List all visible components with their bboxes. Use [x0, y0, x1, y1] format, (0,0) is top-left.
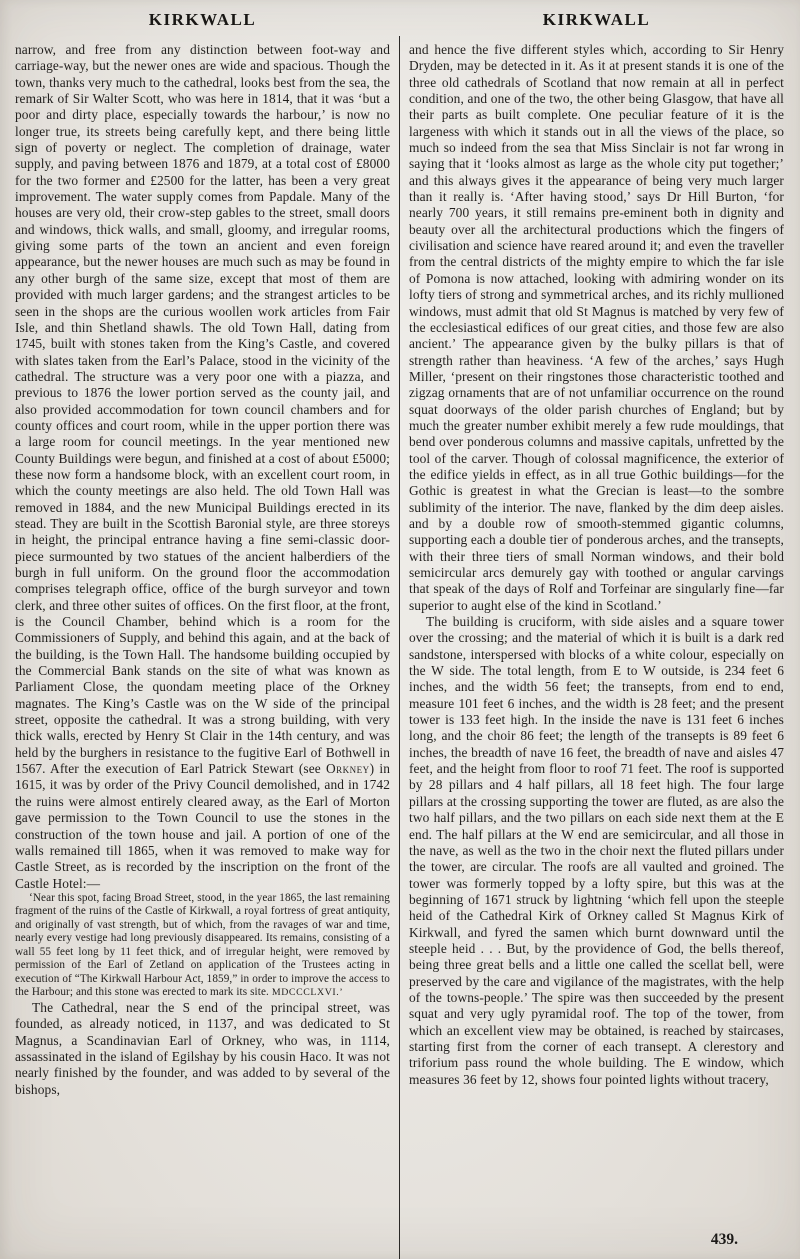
left-paragraph-part2: ) in 1615, it was by order of the Privy Council demolished, and in 1742 the ruins were almost entirely cleared away, as the Earl of Morton gave permission to the Town Council to use the stones in the construction of the town house and jail. A portion of one of the walls remained till 1865, when it was removed to make way for Castle Street, as is recorded by the inscription on the front of the Castle Hotel:—	[15, 761, 390, 891]
left-column-running-header: KIRKWALL	[148, 10, 257, 29]
page-number: 439.	[710, 1231, 738, 1248]
inscription-text: ‘Near this spot, facing Broad Street, stood, in the year 1865, the last remaining fragment of the ruins of the Castle of Kirkwall, a royal fortress of great antiquity, and originally of vast strength, but of which, from the ravages of war and time, nearly every vestige had long previously disappeared. Its remains, consisting of a wall 55 feet long by 11 feet thick, and of irregular height, were removed by permission of the Earl of Zetland on application of the Trustees acting in execution of “The Kirkwall Harbour Act, 1859,” in order to improve the access to the Harbour; and this stone was erected to mark its site.	[15, 891, 390, 999]
column-divider-rule	[399, 36, 400, 1259]
left-paragraph-town-description	[15, 42, 390, 892]
left-paragraph-part1: narrow, and free from any distinction between foot-way and carriage-way, but the newer ones are wide and spacious. Though the town, thanks very much to the cathedral, looks best from the sea, the remark of Sir Walter Scott, who was here in 1814, that it was ‘but a poor and dirty place, especially towards the harbour,’ is now no longer true, its streets being carefully kept, and there being little sign of poverty or neglect. The completion of drainage, water supply, and paving between 1876 and 1879, at a total cost of £8000 for the two former and £2500 for the latter, has been a very great improvement. The water supply comes from Papdale. Many of the houses are very old, their crow-step gables to the street, small doors and windows, thick walls, and small, gloomy, and irregular rooms, giving some parts of the town an ancient and even foreign appearance, but the newer houses are much such as may be found in any other burgh of the same size, except that most of them are provided with much larger gardens; and the strangest articles to be seen in the shops are the curious woollen work articles from Fair Isle, and thin Shetland shawls. The old Town Hall, dating from 1745, built with stones taken from the King’s Castle, and covered with slates taken from the Earl’s Palace, stood in the vicinity of the cathedral. The structure was a very poor one with a piazza, and previous to 1876 the lower portion served as the county jail, and also provided accommodation for town council chambers and for county offices and court room, while in the upper portion there was a large room for council meetings. In the year mentioned new County Buildings were begun, and finished at a cost of about £5000; these now form a handsome block, with an excellent court room, in which the county meetings are also held. The old Town Hall was removed in 1884, and the new Municipal Buildings erected in its stead. They are built in the Scottish Baronial style, are three storeys in height, the principal entrance having a fine semi-classic door-piece surmounted by two statues of the ancient halberdiers of the burgh in full uniform. On the ground floor the accommodation comprises telegraph office, office of the burgh surveyor and town clerk, and three other suites of offices. On the first floor, at the front, is the Council Chamber, behind which is a room for the Commissioners of Supply, and behind this again, and at the back of the building, is the Town Hall. The handsome building occupied by the Commercial Bank stands on the site of what was known as Parliament Close, the quondam meeting place of the Orkney magnates. The King’s Castle was on the W side of the principal street, opposite the cathedral. It was a strong building, with very thick walls, erected by Henry St Clair in the 14th century, and was held by the burghers in resistance to the fugitive Earl of Bothwell in 1567. After the execution of Earl Patrick Stewart (see	[15, 42, 390, 777]
right-column-running-header: KIRKWALL	[542, 10, 651, 29]
castle-inscription-quote	[15, 892, 390, 1000]
inscription-roman-numeral-date: MDCCCLXVI.’	[271, 987, 344, 999]
cathedral-paragraph-start: The Cathedral, near the S end of the principal street, was founded, as already noticed, in 1137, and was dedicated to St Magnus, a Scandinavian Earl of Orkney, who was, in 1114, assassinated in the island of Egilshay by his cousin Haco. It was not nearly finished by the founder, and was added to by several of the bishops,	[15, 999, 390, 1097]
left-column	[15, 8, 390, 1098]
right-column-body	[409, 42, 784, 1088]
left-column-body	[15, 42, 390, 1098]
cathedral-dimensions-paragraph: The building is cruciform, with side aisles and a square tower over the crossing; and the material of which it is built is a dark red sandstone, interspersed with blocks of a white colour, especially on the W side. The total length, from E to W outside, is 234 feet 6 inches, and the width 56 feet; the transepts, from end to end, measure 101 feet 6 inches, and the width is 28 feet; and the present tower is 133 feet high. In the inside the nave is 131 feet 6 inches long, and the choir 86 feet; the length of the transepts is 89 feet 6 inches, the breadth of nave 16 feet, the breadth of nave and aisles 47 feet, and the height from floor to roof 71 feet. The roof is supported by 28 pillars and 4 half pillars, all 18 feet high. The four large pillars at the crossing supporting the tower are fluted, as are also the two half pillars, and the two pillars on each side next them at the E end. The half pillars at the W end are semicircular, and all those in the nave, as well as the two in the choir next the fluted pillars under the tower, are circular. The roofs are all vaulted and groined. The tower was formerly topped by a lofty spire, but this was at the beginning of 1671 struck by lightning ‘which fell upon the steeple heid of the Cathedral Kirk of Orkney called St Magnus Kirk of Kirkwall, and fyred the samen which burnt downward until the steeple heid . . . But, by the providence of God, the bells thereof, being three great bells and a little one called the scellat bell, were preserved by the care and vigilance of the magistrates, with the help of the towns-people.’ The spire was then succeeded by the present squat and very ugly pyramidal roof. The top of the tower, from which an excellent view may be obtained, is reached by staircases, starting first from the corner of each transept. A clerestory and triforium pass round the whole building. The E window, which measures 36 feet by 12, shows four pointed lights without tracery,	[409, 614, 784, 1087]
cathedral-description-paragraph: and hence the five different styles which, according to Sir Henry Dryden, may be detected in it. As it at present stands it is one of the three old cathedrals of Scotland that now remain at all in perfect condition, and one of the two, the other being Glasgow, that have all their parts as built complete. One peculiar feature of it is the largeness with which it stands out in all the views of the place, so much so indeed from the sea that Miss Sinclair is not far wrong in saying that it ‘looks almost as large as the whole city put together;’ and this always gives it the appearance of being very much larger than it really is. ‘After having stood,’ says Dr Hill Burton, ‘for nearly 700 years, it still remains pre-eminent both in dignity and beauty over all the architectural productions which the fingers of civilisation and science have reared around it; and even the traveller from the central districts of the mighty empire to which the far isle of Pomona is now attached, looking with admiring wonder on its lofty tiers of strong and symmetrical arches, and its richly mullioned windows, must admit that old St Magnus is matched by very few of the ecclesiastical edifices of our great cities, and those few are also ancient.’ The appearance given by the bulky pillars is that of strength rather than heaviness. ‘A few of the arches,’ says Hugh Miller, ‘present on their ringstones those characteristic toothed and zigzag ornaments that are of not unfamiliar occurrence on the round squat doorways of the older parish churches of England; but by much the greater number exhibit merely a few rude mouldings, that bend over ponderous columns and massive capitals, unfretted by the tool of the carver. Though of colossal magnificence, the exterior of the edifice yields in effect, as in all true Gothic buildings—for the Gothic is greatest in what the Grecian is least—to the sombre sublimity of the interior. The nave, flanked by the dim deep aisles. and by a double row of smooth-stemmed gigantic columns, supporting each a double tier of ponderous arches, and the transepts, with their three tiers of small Norman windows, and their bold semicircular arcs demurely gay with toothed or angular carvings that speak of the days of Rolf and Torfeinar are singularly fine—far superior to aught else of the kind in Scotland.’	[409, 42, 784, 613]
cross-reference-orkney: Orkney	[325, 761, 370, 777]
right-column	[409, 8, 784, 1088]
